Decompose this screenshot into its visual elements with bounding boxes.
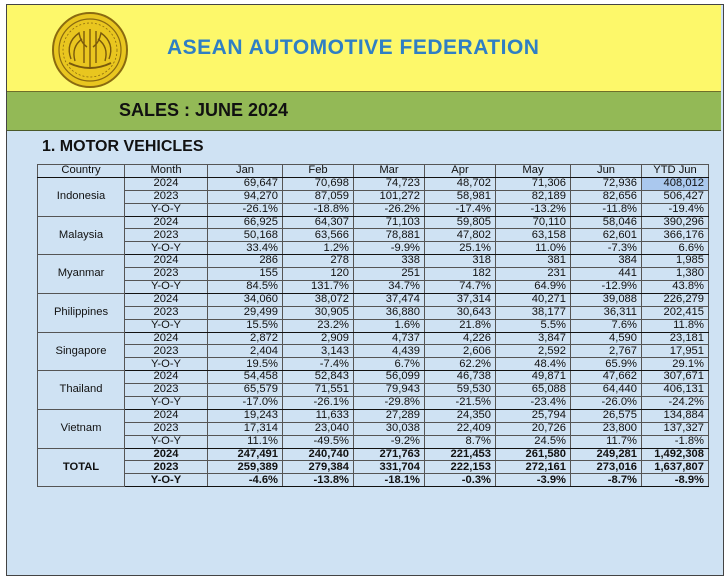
value-cell: 1.6%	[354, 319, 425, 332]
table-row	[38, 474, 709, 487]
value-cell: -49.5%	[283, 435, 354, 448]
table-row	[38, 306, 709, 319]
value-cell: -18.8%	[283, 203, 354, 216]
value-cell: 84.5%	[208, 281, 283, 294]
value-cell: 155	[208, 268, 283, 281]
table-row	[38, 358, 709, 371]
value-cell: -0.3%	[425, 474, 496, 487]
value-cell: 52,843	[283, 371, 354, 384]
period-cell: 2023	[125, 422, 208, 435]
value-cell: 69,647	[208, 177, 283, 190]
period-cell: 2023	[125, 229, 208, 242]
value-cell: 247,491	[208, 448, 283, 461]
value-cell: 408,012	[642, 177, 709, 190]
value-cell: 202,415	[642, 306, 709, 319]
table-row	[38, 203, 709, 216]
period-cell: 2023	[125, 190, 208, 203]
value-cell: -26.0%	[571, 397, 642, 410]
value-cell: 1,492,308	[642, 448, 709, 461]
value-cell: 120	[283, 268, 354, 281]
period-cell: 2024	[125, 409, 208, 422]
value-cell: 29.1%	[642, 358, 709, 371]
value-cell: 34.7%	[354, 281, 425, 294]
country-cell: TOTAL	[38, 448, 125, 487]
value-cell: 64,440	[571, 384, 642, 397]
value-cell: -24.2%	[642, 397, 709, 410]
value-cell: 74.7%	[425, 281, 496, 294]
value-cell: 6.6%	[642, 242, 709, 255]
value-cell: 63,158	[496, 229, 571, 242]
table-row	[38, 242, 709, 255]
value-cell: 48.4%	[496, 358, 571, 371]
column-header: Apr	[425, 165, 496, 178]
value-cell: 72,936	[571, 177, 642, 190]
value-cell: 49,871	[496, 371, 571, 384]
value-cell: 137,327	[642, 422, 709, 435]
country-cell: Philippines	[38, 293, 125, 332]
period-cell: Y-O-Y	[125, 203, 208, 216]
period-cell: Y-O-Y	[125, 358, 208, 371]
value-cell: 38,177	[496, 306, 571, 319]
value-cell: 278	[283, 255, 354, 268]
table-row	[38, 177, 709, 190]
value-cell: 4,226	[425, 332, 496, 345]
value-cell: 62.2%	[425, 358, 496, 371]
value-cell: 43.8%	[642, 281, 709, 294]
value-cell: 20,726	[496, 422, 571, 435]
value-cell: 2,404	[208, 345, 283, 358]
value-cell: 30,038	[354, 422, 425, 435]
value-cell: 506,427	[642, 190, 709, 203]
value-cell: 1,380	[642, 268, 709, 281]
value-cell: -9.9%	[354, 242, 425, 255]
value-cell: 64.9%	[496, 281, 571, 294]
value-cell: -9.2%	[354, 435, 425, 448]
value-cell: -29.8%	[354, 397, 425, 410]
table-row	[38, 216, 709, 229]
value-cell: 3,143	[283, 345, 354, 358]
value-cell: 2,592	[496, 345, 571, 358]
table-row	[38, 461, 709, 474]
value-cell: 261,580	[496, 448, 571, 461]
value-cell: 87,059	[283, 190, 354, 203]
column-header: Mar	[354, 165, 425, 178]
value-cell: -26.1%	[283, 397, 354, 410]
column-header: Feb	[283, 165, 354, 178]
value-cell: 64,307	[283, 216, 354, 229]
period-cell: Y-O-Y	[125, 397, 208, 410]
value-cell: 131.7%	[283, 281, 354, 294]
value-cell: 286	[208, 255, 283, 268]
value-cell: 271,763	[354, 448, 425, 461]
period-cell: Y-O-Y	[125, 281, 208, 294]
table-row	[38, 319, 709, 332]
period-cell: 2023	[125, 461, 208, 474]
value-cell: 221,453	[425, 448, 496, 461]
value-cell: -8.7%	[571, 474, 642, 487]
value-cell: 11.0%	[496, 242, 571, 255]
value-cell: 46,738	[425, 371, 496, 384]
value-cell: 27,289	[354, 409, 425, 422]
table-row	[38, 332, 709, 345]
table-row	[38, 435, 709, 448]
column-header: May	[496, 165, 571, 178]
period-cell: 2024	[125, 293, 208, 306]
country-cell: Singapore	[38, 332, 125, 371]
value-cell: -13.8%	[283, 474, 354, 487]
value-cell: 36,880	[354, 306, 425, 319]
value-cell: 19.5%	[208, 358, 283, 371]
table-row	[38, 397, 709, 410]
value-cell: 318	[425, 255, 496, 268]
value-cell: 30,643	[425, 306, 496, 319]
value-cell: 182	[425, 268, 496, 281]
value-cell: 390,296	[642, 216, 709, 229]
value-cell: 74,723	[354, 177, 425, 190]
value-cell: 331,704	[354, 461, 425, 474]
value-cell: 24,350	[425, 409, 496, 422]
value-cell: 15.5%	[208, 319, 283, 332]
value-cell: 82,189	[496, 190, 571, 203]
section-title: 1. MOTOR VEHICLES	[42, 138, 204, 155]
value-cell: 7.6%	[571, 319, 642, 332]
country-cell: Myanmar	[38, 255, 125, 294]
value-cell: 441	[571, 268, 642, 281]
value-cell: 66,925	[208, 216, 283, 229]
value-cell: 3,847	[496, 332, 571, 345]
value-cell: 70,110	[496, 216, 571, 229]
value-cell: 249,281	[571, 448, 642, 461]
value-cell: 48,702	[425, 177, 496, 190]
period-cell: Y-O-Y	[125, 319, 208, 332]
value-cell: -19.4%	[642, 203, 709, 216]
value-cell: 2,767	[571, 345, 642, 358]
value-cell: -4.6%	[208, 474, 283, 487]
value-cell: 17,314	[208, 422, 283, 435]
value-cell: -26.1%	[208, 203, 283, 216]
table-row	[38, 371, 709, 384]
value-cell: 40,271	[496, 293, 571, 306]
period-cell: 2023	[125, 384, 208, 397]
value-cell: 47,802	[425, 229, 496, 242]
value-cell: 30,905	[283, 306, 354, 319]
value-cell: 134,884	[642, 409, 709, 422]
value-cell: 273,016	[571, 461, 642, 474]
value-cell: 70,698	[283, 177, 354, 190]
table-row	[38, 345, 709, 358]
value-cell: -7.3%	[571, 242, 642, 255]
period-cell: 2024	[125, 332, 208, 345]
value-cell: 37,314	[425, 293, 496, 306]
value-cell: 65,579	[208, 384, 283, 397]
value-cell: 11.1%	[208, 435, 283, 448]
value-cell: 2,606	[425, 345, 496, 358]
value-cell: 82,656	[571, 190, 642, 203]
value-cell: 6.7%	[354, 358, 425, 371]
country-cell: Indonesia	[38, 177, 125, 216]
value-cell: 23.2%	[283, 319, 354, 332]
value-cell: -3.9%	[496, 474, 571, 487]
value-cell: 50,168	[208, 229, 283, 242]
value-cell: 11.7%	[571, 435, 642, 448]
value-cell: 19,243	[208, 409, 283, 422]
value-cell: -17.0%	[208, 397, 283, 410]
period-cell: 2023	[125, 306, 208, 319]
value-cell: 79,943	[354, 384, 425, 397]
value-cell: -11.8%	[571, 203, 642, 216]
table-row	[38, 190, 709, 203]
value-cell: -21.5%	[425, 397, 496, 410]
period-cell: Y-O-Y	[125, 435, 208, 448]
period-cell: 2023	[125, 345, 208, 358]
value-cell: 259,389	[208, 461, 283, 474]
value-cell: 17,951	[642, 345, 709, 358]
table-row	[38, 268, 709, 281]
sales-table	[37, 164, 709, 487]
period-cell: 2024	[125, 177, 208, 190]
table-row	[38, 255, 709, 268]
value-cell: 39,088	[571, 293, 642, 306]
value-cell: 279,384	[283, 461, 354, 474]
value-cell: 47,662	[571, 371, 642, 384]
column-header: Jun	[571, 165, 642, 178]
value-cell: -26.2%	[354, 203, 425, 216]
sales-title: SALES : JUNE 2024	[119, 100, 289, 120]
value-cell: 34,060	[208, 293, 283, 306]
value-cell: 59,530	[425, 384, 496, 397]
value-cell: 65.9%	[571, 358, 642, 371]
value-cell: 56,099	[354, 371, 425, 384]
value-cell: 23,181	[642, 332, 709, 345]
asean-automotive-federation-logo	[51, 11, 129, 89]
value-cell: 1,985	[642, 255, 709, 268]
value-cell: -7.4%	[283, 358, 354, 371]
period-cell: Y-O-Y	[125, 474, 208, 487]
value-cell: 37,474	[354, 293, 425, 306]
column-header: Country	[38, 165, 125, 178]
value-cell: 11,633	[283, 409, 354, 422]
value-cell: 1.2%	[283, 242, 354, 255]
value-cell: 4,590	[571, 332, 642, 345]
value-cell: -23.4%	[496, 397, 571, 410]
country-cell: Malaysia	[38, 216, 125, 255]
value-cell: 38,072	[283, 293, 354, 306]
value-cell: 24.5%	[496, 435, 571, 448]
column-header: YTD Jun	[642, 165, 709, 178]
column-header: Jan	[208, 165, 283, 178]
table-row	[38, 281, 709, 294]
value-cell: -1.8%	[642, 435, 709, 448]
value-cell: 94,270	[208, 190, 283, 203]
value-cell: 71,306	[496, 177, 571, 190]
value-cell: 251	[354, 268, 425, 281]
period-cell: 2024	[125, 255, 208, 268]
value-cell: 231	[496, 268, 571, 281]
value-cell: 272,161	[496, 461, 571, 474]
value-cell: 381	[496, 255, 571, 268]
value-cell: 65,088	[496, 384, 571, 397]
table-row	[38, 409, 709, 422]
value-cell: -17.4%	[425, 203, 496, 216]
value-cell: 2,909	[283, 332, 354, 345]
country-cell: Vietnam	[38, 409, 125, 448]
value-cell: 23,800	[571, 422, 642, 435]
value-cell: 5.5%	[496, 319, 571, 332]
value-cell: 26,575	[571, 409, 642, 422]
column-header: Month	[125, 165, 208, 178]
value-cell: 63,566	[283, 229, 354, 242]
table-header-row	[38, 165, 709, 178]
value-cell: 240,740	[283, 448, 354, 461]
table-row	[38, 229, 709, 242]
period-cell: Y-O-Y	[125, 242, 208, 255]
value-cell: 4,439	[354, 345, 425, 358]
value-cell: 25,794	[496, 409, 571, 422]
value-cell: 59,805	[425, 216, 496, 229]
period-cell: 2024	[125, 216, 208, 229]
value-cell: 4,737	[354, 332, 425, 345]
value-cell: 222,153	[425, 461, 496, 474]
value-cell: 54,458	[208, 371, 283, 384]
value-cell: 21.8%	[425, 319, 496, 332]
value-cell: 338	[354, 255, 425, 268]
value-cell: 366,176	[642, 229, 709, 242]
value-cell: 406,131	[642, 384, 709, 397]
value-cell: 58,046	[571, 216, 642, 229]
value-cell: -18.1%	[354, 474, 425, 487]
period-cell: 2024	[125, 371, 208, 384]
table-row	[38, 422, 709, 435]
table-row	[38, 293, 709, 306]
value-cell: 58,981	[425, 190, 496, 203]
value-cell: 23,040	[283, 422, 354, 435]
value-cell: 62,601	[571, 229, 642, 242]
value-cell: 71,103	[354, 216, 425, 229]
value-cell: -12.9%	[571, 281, 642, 294]
value-cell: 22,409	[425, 422, 496, 435]
federation-title: ASEAN AUTOMOTIVE FEDERATION	[167, 36, 540, 59]
value-cell: 33.4%	[208, 242, 283, 255]
value-cell: 384	[571, 255, 642, 268]
table-row	[38, 384, 709, 397]
period-cell: 2023	[125, 268, 208, 281]
table-row	[38, 448, 709, 461]
header-banner	[7, 5, 721, 92]
sales-bar	[7, 92, 721, 131]
value-cell: 2,872	[208, 332, 283, 345]
value-cell: 29,499	[208, 306, 283, 319]
value-cell: 78,881	[354, 229, 425, 242]
value-cell: 226,279	[642, 293, 709, 306]
value-cell: 25.1%	[425, 242, 496, 255]
value-cell: -8.9%	[642, 474, 709, 487]
value-cell: 101,272	[354, 190, 425, 203]
value-cell: 11.8%	[642, 319, 709, 332]
value-cell: 36,311	[571, 306, 642, 319]
period-cell: 2024	[125, 448, 208, 461]
value-cell: 1,637,807	[642, 461, 709, 474]
value-cell: -13.2%	[496, 203, 571, 216]
country-cell: Thailand	[38, 371, 125, 410]
value-cell: 307,671	[642, 371, 709, 384]
value-cell: 8.7%	[425, 435, 496, 448]
value-cell: 71,551	[283, 384, 354, 397]
